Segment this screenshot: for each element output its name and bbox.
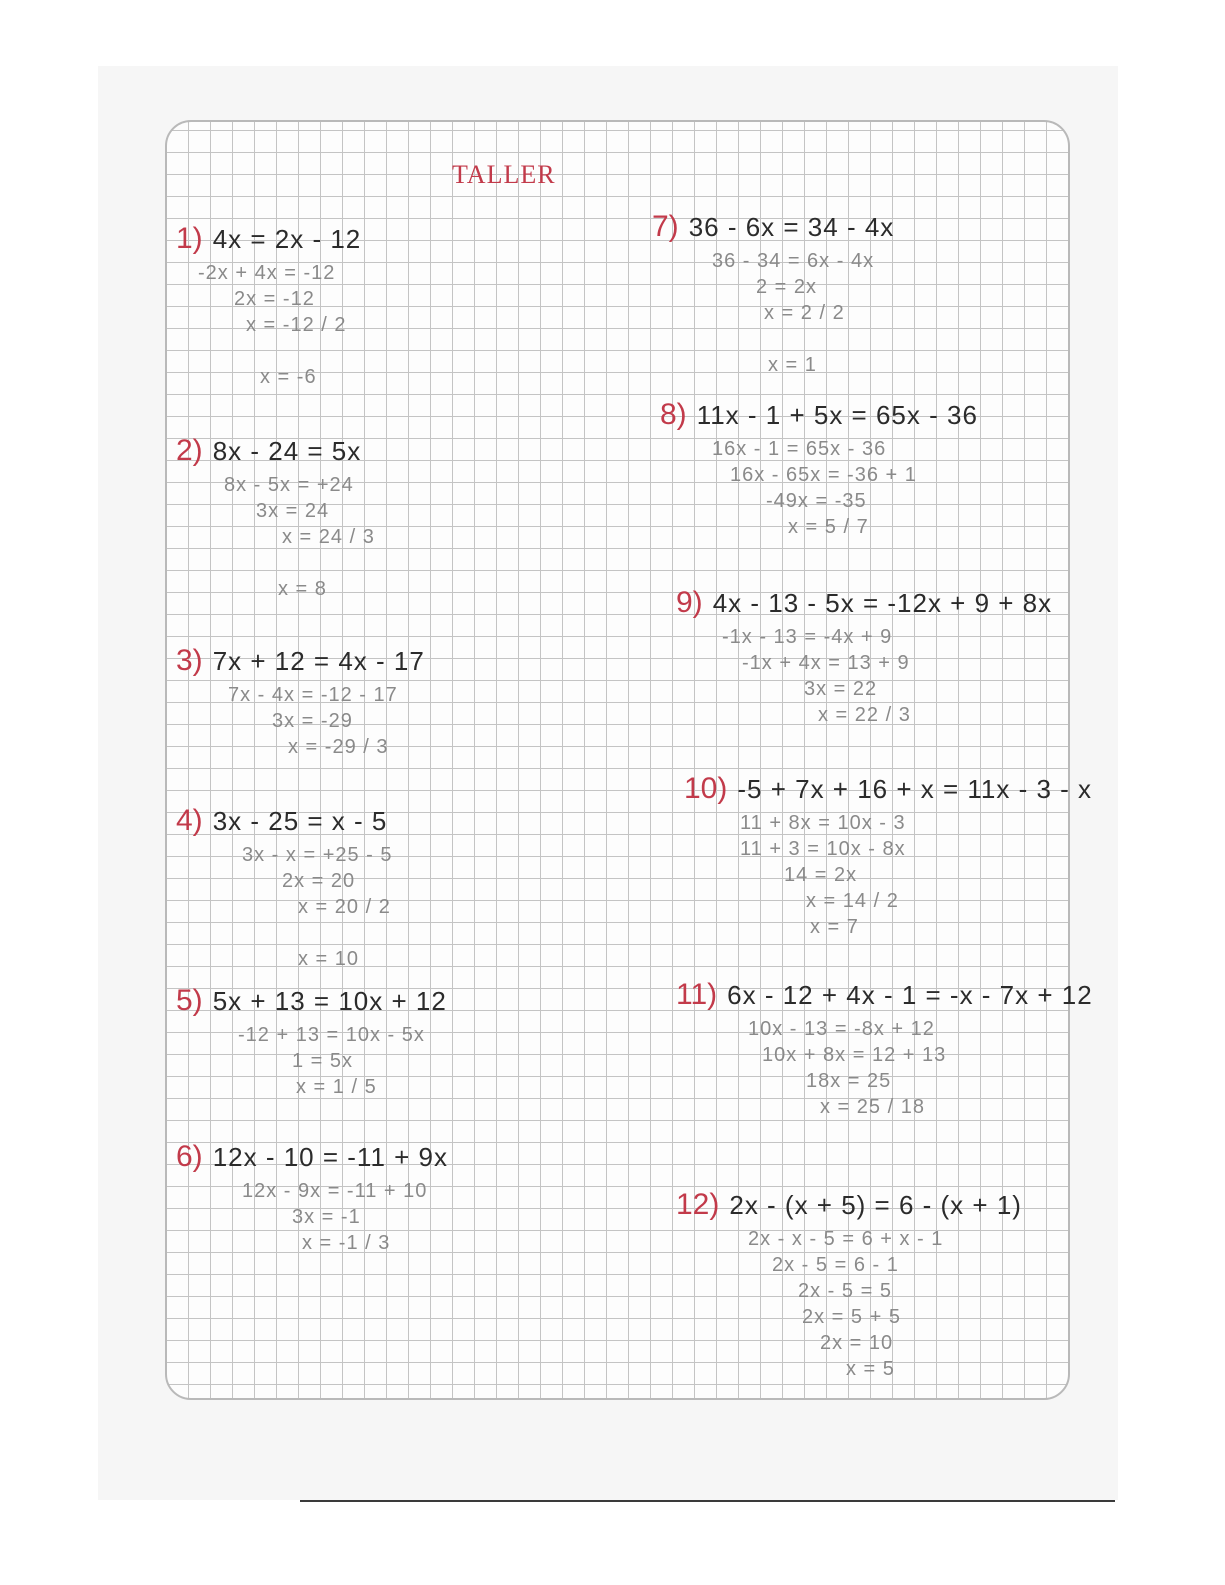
problem-12	[676, 1190, 1022, 1382]
problem-number: 1)	[176, 222, 203, 255]
problem-11	[676, 980, 1093, 1120]
solution-step: x = 2 / 2	[764, 302, 845, 324]
solution-step: 1 = 5x	[292, 1050, 354, 1072]
problem-equation: 3x - 25 = x - 5	[212, 806, 388, 836]
solution-step: 3x = -29	[272, 710, 353, 732]
solution-step: 2 = 2x	[756, 276, 818, 298]
problem-7	[652, 212, 894, 378]
solution-step: 10x - 13 = -8x + 12	[748, 1018, 935, 1040]
solution-step: x = -12 / 2	[246, 314, 347, 336]
solution-step: x = 10	[298, 948, 360, 970]
solution-step: 3x = -1	[292, 1206, 361, 1228]
solution-step: 12x - 9x = -11 + 10	[242, 1180, 428, 1202]
problem-equation: 7x + 12 = 4x - 17	[212, 646, 425, 676]
problem-6	[176, 1142, 448, 1256]
solution-step: 2x = 5 + 5	[802, 1306, 901, 1328]
solution-step: 7x - 4x = -12 - 17	[228, 684, 398, 706]
problem-8	[660, 400, 978, 540]
solution-step: 2x = 10	[820, 1332, 894, 1354]
solution-step: 11 + 8x = 10x - 3	[740, 812, 906, 834]
problem-number: 11)	[676, 978, 718, 1011]
solution-step: 18x = 25	[806, 1070, 892, 1092]
problem-equation: 36 - 6x = 34 - 4x	[688, 212, 895, 242]
solution-step: 3x - x = +25 - 5	[242, 844, 393, 866]
problem-equation: 12x - 10 = -11 + 9x	[212, 1142, 449, 1172]
problem-number: 8)	[660, 398, 687, 431]
solution-step: -49x = -35	[766, 490, 867, 512]
solution-step: -1x + 4x = 13 + 9	[742, 652, 910, 674]
solution-step: 10x + 8x = 12 + 13	[762, 1044, 947, 1066]
solution-step: x = 7	[810, 916, 859, 938]
solution-step: x = 8	[278, 578, 327, 600]
solution-step: x = -1 / 3	[302, 1232, 391, 1254]
problem-4	[176, 806, 393, 972]
solution-step: -1x - 13 = -4x + 9	[722, 626, 893, 648]
solution-step: x = -6	[260, 366, 317, 388]
problem-equation: 4x - 13 - 5x = -12x + 9 + 8x	[712, 588, 1053, 618]
problem-number: 5)	[176, 984, 203, 1017]
solution-step: -2x + 4x = -12	[198, 262, 336, 284]
problem-1	[176, 224, 361, 390]
problem-equation: -5 + 7x + 16 + x = 11x - 3 - x	[737, 774, 1093, 804]
problem-equation: 2x - (x + 5) = 6 - (x + 1)	[729, 1190, 1022, 1220]
solution-step: 16x - 1 = 65x - 36	[712, 438, 887, 460]
problem-equation: 4x = 2x - 12	[212, 224, 362, 254]
problem-equation: 11x - 1 + 5x = 65x - 36	[696, 400, 978, 430]
solution-step: x = -29 / 3	[288, 736, 389, 758]
problem-10	[684, 774, 1092, 940]
problem-2	[176, 436, 375, 602]
problem-number: 2)	[176, 434, 203, 467]
solution-step: 3x = 22	[804, 678, 878, 700]
solution-step: 2x - 5 = 5	[798, 1280, 892, 1302]
problem-9	[676, 588, 1052, 728]
solution-step: x = 25 / 18	[820, 1096, 925, 1118]
solution-step: -12 + 13 = 10x - 5x	[238, 1024, 425, 1046]
solution-step: x = 5 / 7	[788, 516, 869, 538]
solution-step: x = 22 / 3	[818, 704, 911, 726]
solution-step: 8x - 5x = +24	[224, 474, 354, 496]
solution-step: 16x - 65x = -36 + 1	[730, 464, 917, 486]
problem-number: 6)	[176, 1140, 203, 1173]
solution-step: x = 14 / 2	[806, 890, 899, 912]
problem-number: 3)	[176, 644, 203, 677]
solution-step: 2x - 5 = 6 - 1	[772, 1254, 899, 1276]
solution-step: 2x = 20	[282, 870, 356, 892]
problem-equation: 8x - 24 = 5x	[212, 436, 362, 466]
problem-equation: 5x + 13 = 10x + 12	[212, 986, 447, 1016]
solution-step: 36 - 34 = 6x - 4x	[712, 250, 875, 272]
problem-number: 10)	[684, 772, 728, 805]
bottom-edge-line	[300, 1500, 1115, 1502]
solution-step: x = 1 / 5	[296, 1076, 377, 1098]
problem-equation: 6x - 12 + 4x - 1 = -x - 7x + 12	[727, 980, 1093, 1010]
problem-number: 12)	[676, 1188, 720, 1221]
worksheet-title: TALLER	[452, 160, 556, 189]
solution-step: x = 24 / 3	[282, 526, 375, 548]
problem-5	[176, 986, 447, 1100]
solution-step: 3x = 24	[256, 500, 330, 522]
solution-step: x = 20 / 2	[298, 896, 391, 918]
solution-step: 14 = 2x	[784, 864, 858, 886]
problem-3	[176, 646, 425, 760]
solution-step: 11 + 3 = 10x - 8x	[740, 838, 906, 860]
solution-step: x = 1	[768, 354, 817, 376]
solution-step: 2x - x - 5 = 6 + x - 1	[748, 1228, 944, 1250]
problem-number: 4)	[176, 804, 203, 837]
solution-step: x = 5	[846, 1358, 895, 1380]
solution-step: 2x = -12	[234, 288, 315, 310]
problem-number: 7)	[652, 210, 679, 243]
problem-number: 9)	[676, 586, 703, 619]
